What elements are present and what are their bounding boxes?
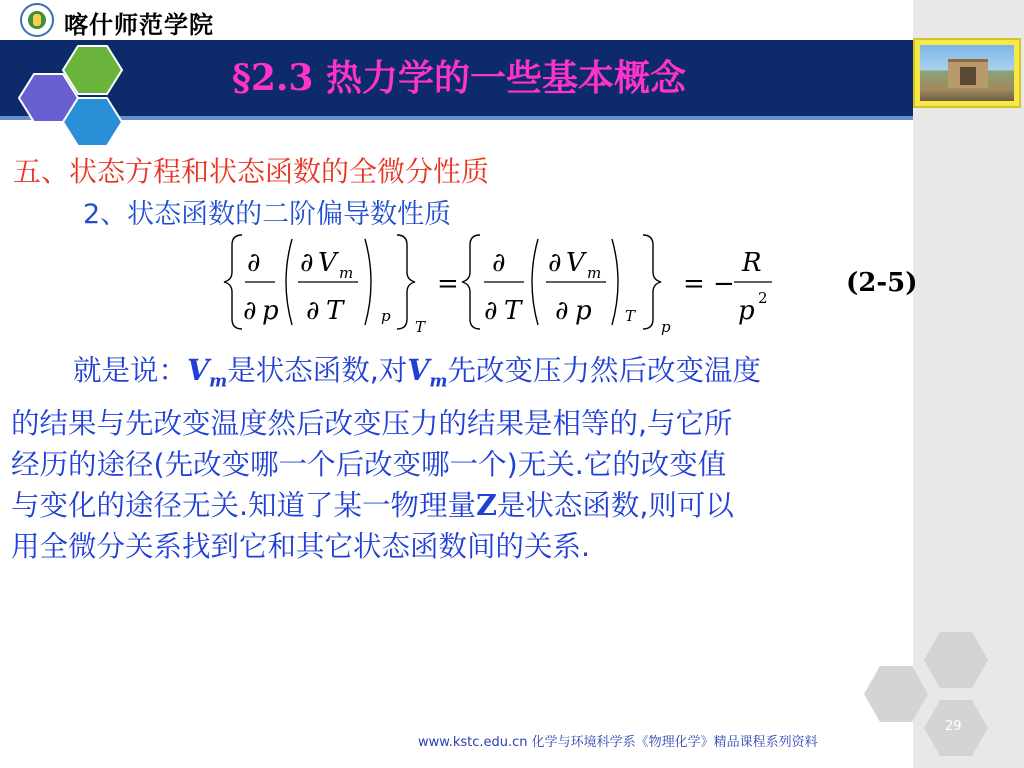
- variable-V: V: [407, 353, 430, 387]
- equals-minus-sign: = −: [683, 269, 735, 299]
- equals-sign: =: [437, 269, 459, 299]
- subscript-m: m: [429, 371, 448, 392]
- campus-gate-image: [920, 45, 1014, 101]
- text-run: 先改变压力然后改变温度: [447, 354, 762, 387]
- subscript-p: p: [661, 318, 671, 336]
- partial-symbol: ∂: [548, 248, 562, 278]
- variable-Vm: [187, 353, 228, 392]
- section-heading: 五、状态方程和状态函数的全微分性质: [13, 155, 490, 188]
- left-paren-1: [286, 239, 292, 325]
- variable-p: p: [738, 296, 755, 326]
- slide-title: §2.3 热力学的一些基本概念: [232, 57, 686, 99]
- partial-symbol: ∂: [484, 296, 498, 326]
- text-run: 是状态函数,对: [227, 354, 408, 387]
- variable-T: T: [326, 296, 344, 326]
- variable-Z: Z: [476, 487, 497, 522]
- right-paren-1: [365, 239, 371, 325]
- variable-p: p: [575, 296, 592, 326]
- left-brace-2: [462, 235, 480, 329]
- paragraph-line: [11, 350, 901, 403]
- campus-photo: [913, 38, 1021, 108]
- superscript-2: 2: [758, 289, 768, 307]
- text-run: 是状态函数,则可以: [496, 488, 734, 522]
- variable-V: V: [187, 353, 210, 387]
- decorative-hexagons: [10, 40, 135, 150]
- paragraph-line: 用全微分关系找到它和其它状态函数间的关系.: [11, 529, 591, 563]
- partial-symbol: ∂: [555, 296, 569, 326]
- paragraph-line: 的结果与先改变温度然后改变压力的结果是相等的,与它所: [11, 406, 733, 440]
- subscript-m: m: [587, 264, 602, 282]
- partial-symbol: ∂: [247, 248, 261, 278]
- subscript-p: p: [381, 307, 391, 325]
- partial-symbol: ∂: [300, 248, 314, 278]
- school-logo: [20, 3, 54, 37]
- variable-Vm: [407, 353, 448, 392]
- partial-symbol: ∂: [243, 296, 257, 326]
- page-number: 29: [945, 719, 962, 734]
- gray-hexagon: [924, 632, 988, 688]
- footer-credit: [418, 731, 818, 750]
- school-name: 喀什师范学院: [64, 11, 214, 39]
- partial-symbol: ∂: [492, 248, 506, 278]
- right-paren-2: [612, 239, 618, 325]
- right-brace-2: [643, 235, 661, 329]
- left-brace-1: [224, 235, 242, 329]
- variable-R: R: [742, 248, 762, 278]
- paragraph-line: [11, 485, 901, 526]
- equation-number: (2-5): [846, 268, 918, 298]
- subscript-m: m: [209, 371, 228, 392]
- top-header-bar: [0, 0, 913, 40]
- left-paren-2: [532, 239, 538, 325]
- right-brace-1: [397, 235, 415, 329]
- explanation-paragraph: [11, 350, 901, 567]
- decorative-gray-hexagons: [860, 628, 995, 768]
- footer-text: 化学与环境科学系《物理化学》精品课程系列资料: [527, 735, 818, 750]
- subsection-heading: 2、状态函数的二阶偏导数性质: [83, 199, 452, 230]
- footer-link[interactable]: www.kstc.edu.cn: [418, 735, 528, 750]
- gray-hexagon: [864, 666, 928, 722]
- partial-symbol: ∂: [306, 296, 320, 326]
- variable-V: V: [318, 248, 337, 278]
- variable-T: T: [504, 296, 522, 326]
- subscript-T: T: [625, 307, 636, 325]
- paragraph-line: 经历的途径(先改变哪一个后改变哪一个)无关.它的改变值: [11, 447, 727, 481]
- variable-V: V: [566, 248, 585, 278]
- subscript-m: m: [339, 264, 354, 282]
- subscript-T: T: [415, 318, 426, 336]
- text-run: 就是说：: [73, 354, 188, 387]
- equation-2-5: [0, 225, 913, 340]
- variable-p: p: [262, 296, 279, 326]
- text-run: 与变化的途径无关.知道了某一物理量: [11, 488, 477, 522]
